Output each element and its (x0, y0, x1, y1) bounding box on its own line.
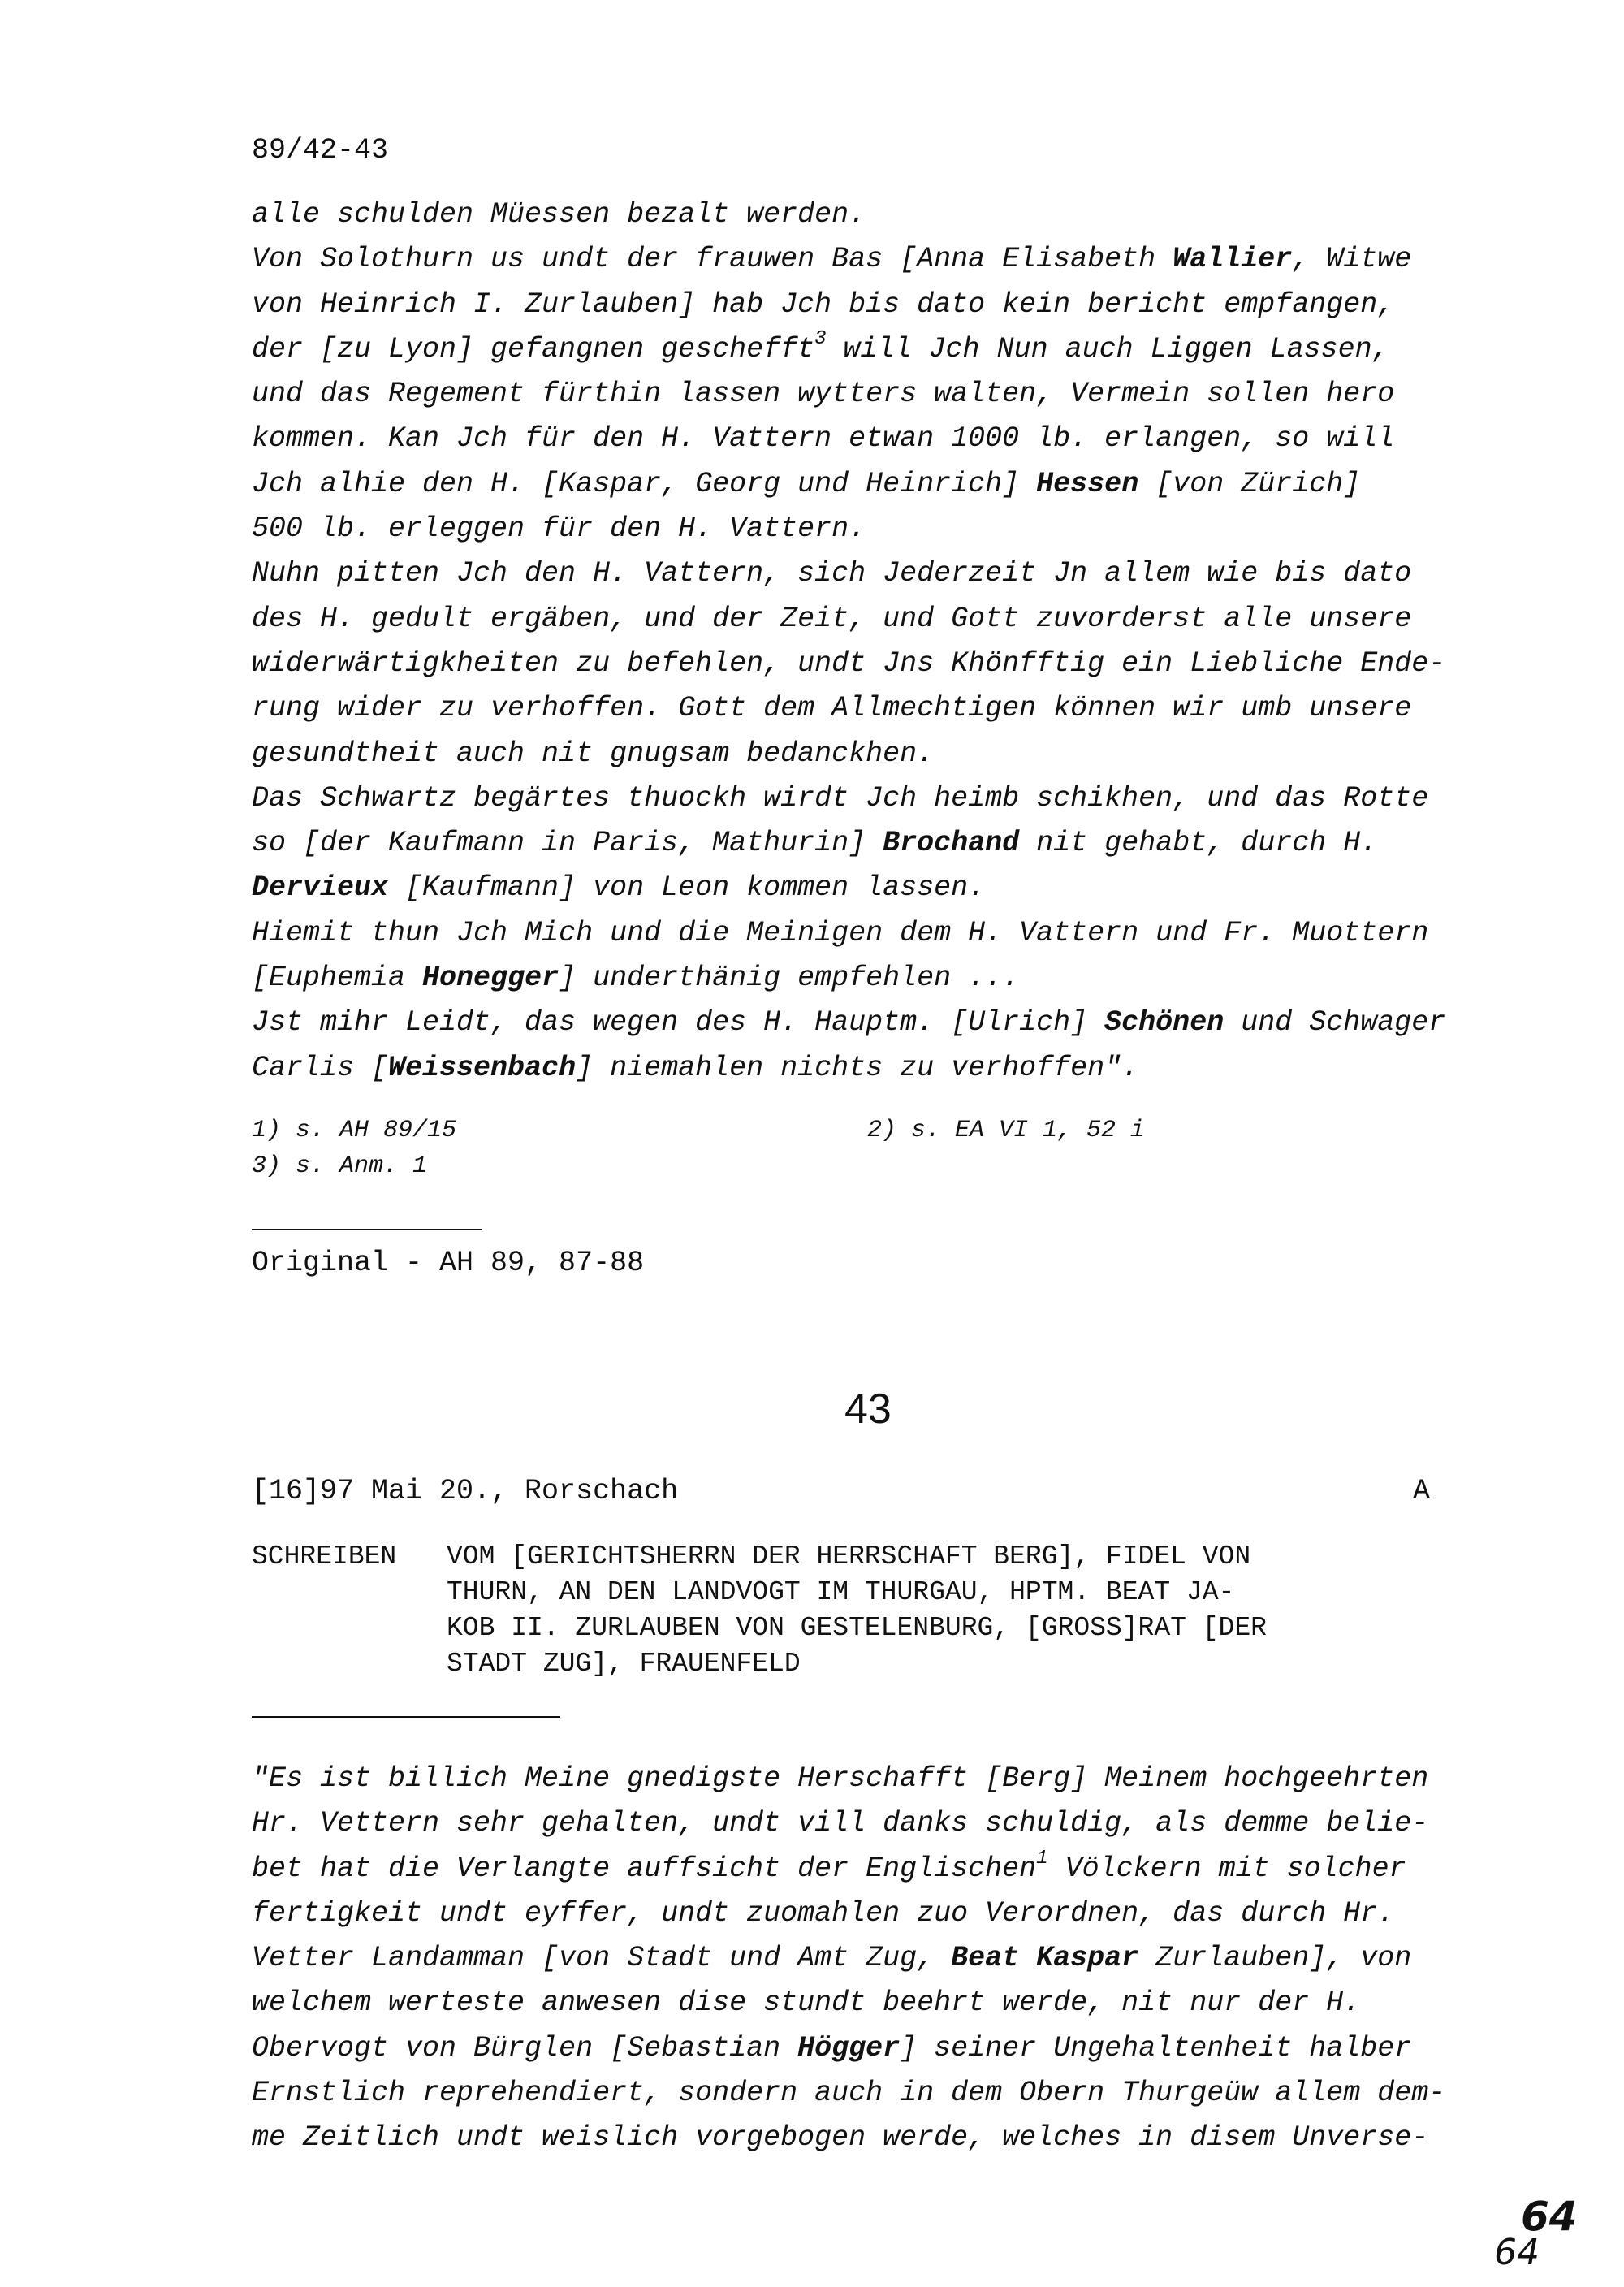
name-emphasis: Schönen (1104, 1006, 1224, 1040)
footnote-3: 3) s. Anm. 1 (252, 1152, 428, 1180)
text-line (252, 1847, 1518, 1891)
letter-body-43 (252, 1757, 1518, 2161)
text-line (252, 1801, 1518, 1846)
name-emphasis: Hessen (1036, 467, 1139, 500)
text-run: Ernstlich reprehendiert, sondern auch in dem Obern Thurgeüw allem dem- (252, 2077, 1446, 2110)
text-run: gesundtheit auch nit gnugsam bedanckhen. (252, 737, 935, 770)
text-line (252, 1891, 1518, 1936)
name-emphasis: Weissenbach (388, 1051, 577, 1084)
text-run: der [zu Lyon] gefangnen gescheff (252, 332, 798, 365)
text-line (252, 551, 1518, 596)
text-run: Zurlauben], von (1138, 1942, 1412, 1975)
footnote-divider (252, 1229, 482, 1230)
page-number-upper: 64 (1521, 2193, 1578, 2240)
text-line (252, 417, 1518, 461)
text-line (252, 283, 1518, 327)
text-line (252, 372, 1518, 417)
source-reference: Original - AH 89, 87-88 (252, 1247, 645, 1279)
footnote-marker: 3 (814, 327, 827, 350)
text-run: des H. gedult ergäben, und der Zeit, und Gott zuvorderst alle unsere (252, 602, 1412, 635)
text-run: Nuhn pitten Jch den H. Vattern, sich Jederzeit Jn allem wie bis dato (252, 557, 1412, 590)
text-run: ] underthänig empfehlen ... (559, 962, 1020, 995)
text-line (252, 686, 1518, 731)
footnote-1: 1) s. AH 89/15 (252, 1117, 457, 1144)
name-emphasis: Beat Kaspar (951, 1942, 1139, 1975)
heading-line-1: VOM [GERICHTSHERRN DER HERRSCHAFT BERG], FIDEL VON (447, 1541, 1251, 1572)
text-line (252, 507, 1518, 551)
text-run: "Es ist billich Meine gnedigste Herschafft [Berg] Meinem hochgeehrten (252, 1762, 1429, 1795)
text-line (252, 956, 1518, 1001)
text-run: und das Regement fürthin lassen wytters walten, Vermein sollen hero (252, 378, 1395, 411)
text-line (252, 2026, 1518, 2071)
text-run: nit gehabt, durch H. (1019, 827, 1378, 860)
text-line (252, 327, 1518, 372)
footnote-2: 2) s. EA VI 1, 52 i (867, 1117, 1146, 1144)
text-run: , Witwe (1292, 243, 1412, 276)
text-run: von Heinrich I. Zurlauben] hab Jch bis dato kein bericht empfangen, (252, 287, 1395, 321)
document-heading (252, 1539, 1267, 1682)
heading-line-2: THURN, AN DEN LANDVOGT IM THURGAU, HPTM. BEAT JA- (447, 1577, 1235, 1607)
name-emphasis: Wallier (1173, 243, 1293, 276)
text-line (252, 1757, 1518, 1801)
text-line (252, 192, 1518, 237)
text-run: so [der Kaufmann in Paris, Mathurin] (252, 827, 883, 860)
text-run: Das Schwartz begärtes thuockh wirdt Jch heimb schikhen, und das Rotte (252, 781, 1429, 815)
text-run: Völckern mit solcher (1047, 1852, 1406, 1885)
text-run: alle schulden Müessen bezalt werden. (252, 198, 866, 231)
text-run: Hr. Vettern sehr gehalten, undt vill danks schuldig, als demme belie- (252, 1807, 1429, 1840)
text-run: Vetter Landamman [von Stadt und Amt Zug, (252, 1942, 952, 1975)
text-run: fertigkeit undt eyffer, undt zuomahlen zuo Verordnen, das durch Hr. (252, 1896, 1395, 1930)
text-line (252, 237, 1518, 282)
page-number-lower: 64 (1494, 2232, 1540, 2273)
text-line (252, 2116, 1518, 2160)
name-emphasis: Brochand (883, 827, 1020, 860)
text-run: Obervogt von Bürglen [Sebastian (252, 2031, 798, 2064)
text-run: 500 lb. erleggen für den H. Vattern. (252, 512, 866, 546)
document-date-place: [16]97 Mai 20., Rorschach (252, 1475, 679, 1507)
heading-divider (252, 1716, 560, 1718)
text-line (252, 732, 1518, 776)
text-line (252, 866, 1518, 910)
name-emphasis: Honegger (422, 962, 559, 995)
text-run: t (797, 332, 815, 365)
text-run: widerwärtigkheiten zu befehlen, undt Jns Khönfftig ein Liebliche Ende- (252, 646, 1446, 680)
text-run: Jch alhie den H. [Kaspar, Georg und Heinrich] (252, 467, 1037, 500)
text-run: will Jch Nun auch Liggen Lassen, (826, 332, 1389, 365)
text-run: Von Solothurn us undt der frauwen Bas [Anna Elisabeth (252, 243, 1173, 276)
name-emphasis: Dervieux (252, 871, 389, 905)
text-line (252, 462, 1518, 507)
text-line (252, 1001, 1518, 1045)
text-line (252, 1046, 1518, 1091)
text-line (252, 642, 1518, 686)
heading-lead: SCHREIBEN (252, 1541, 397, 1572)
name-emphasis: Högger (797, 2031, 901, 2064)
text-line (252, 911, 1518, 956)
text-run: [Euphemia (252, 962, 423, 995)
text-line (252, 1936, 1518, 1981)
text-line (252, 776, 1518, 821)
document-number: 43 (844, 1386, 892, 1433)
text-line (252, 597, 1518, 642)
text-run: ] niemahlen nichts zu verhoffen". (576, 1051, 1139, 1084)
text-run: kommen. Kan Jch für den H. Vattern etwan 1000 lb. erlangen, so will (252, 422, 1395, 456)
text-run: [von Zürich] (1138, 467, 1361, 500)
text-run: ] seiner Ungehaltenheit halber (900, 2031, 1412, 2064)
text-run: welchem werteste anwesen dise stundt beehrt werde, nit nur der H. (252, 1987, 1361, 2020)
text-line (252, 2071, 1518, 2116)
footnote-marker: 1 (1036, 1847, 1048, 1870)
text-run: Hiemit thun Jch Mich und die Meinigen dem H. Vattern und Fr. Muottern (252, 916, 1429, 949)
text-run: me Zeitlich undt weislich vorgebogen werde, welches in disem Unverse- (252, 2121, 1429, 2155)
text-run: Jst mihr Leidt, das wegen des H. Hauptm. [Ulrich] (252, 1006, 1105, 1040)
heading-line-4: STADT ZUG], FRAUENFELD (447, 1649, 801, 1679)
page-reference: 89/42-43 (252, 134, 389, 166)
text-run: Carlis [ (252, 1051, 389, 1084)
text-run: rung wider zu verhoffen. Gott dem Allmechtigen können wir umb unsere (252, 692, 1412, 725)
letter-body-continuation (252, 192, 1518, 1091)
text-line (252, 1981, 1518, 2025)
heading-line-3: KOB II. ZURLAUBEN VON GESTELENBURG, [GROSS]RAT [DER (447, 1613, 1267, 1643)
text-run: bet hat die Verlangte auffsicht der Englischen (252, 1852, 1037, 1885)
text-run: und Schwager (1224, 1006, 1446, 1040)
document-type-marker: A (1413, 1475, 1431, 1507)
text-run: [Kaufmann] von Leon kommen lassen. (388, 871, 986, 905)
text-line (252, 821, 1518, 866)
